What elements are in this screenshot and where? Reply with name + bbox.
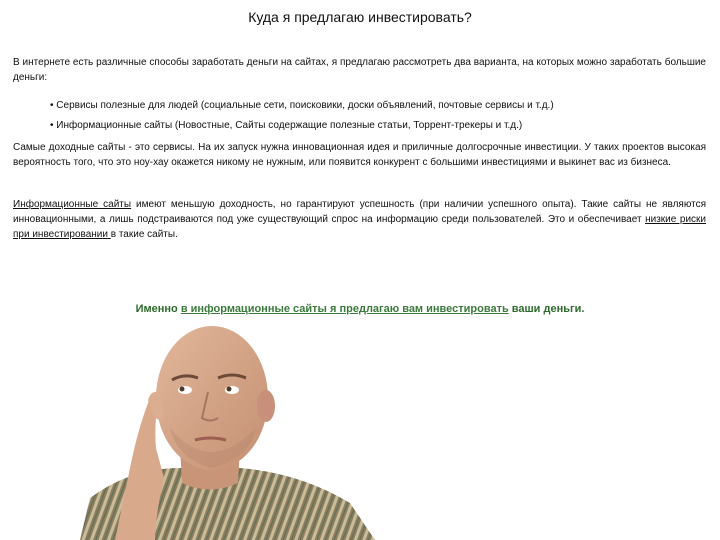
info-sites-term: Информационные сайты xyxy=(13,199,132,210)
list-item xyxy=(50,116,554,136)
callout-pre: Именно xyxy=(135,303,181,315)
thinking-man-photo xyxy=(60,318,400,540)
list-item-lead: Информационные сайты xyxy=(56,120,173,131)
list-item xyxy=(50,96,554,116)
list-item-text: (Новостные, Сайты содержащие полезные статьи, Торрент-трекеры и т.д.) xyxy=(172,120,523,131)
callout-post: ваши деньги. xyxy=(508,303,585,315)
services-paragraph: Самые доходные сайты - это сервисы. На их запуск нужна инновационная идея и приличные долгосрочные инвестиции. У таких проектов высокая вероятность того, что это ноу-хау окажется никому не нужным, или появится конкурент с большими инвестициями и выкинет вас из бизнеса. xyxy=(13,142,706,168)
intro-paragraph: В интернете есть различные способы заработать деньги на сайтах, я предлагаю рассмотреть два варианта, на которых можно заработать большие деньги: xyxy=(13,57,706,83)
info-sites-paragraph xyxy=(13,197,706,242)
callout-text xyxy=(0,303,720,315)
info-sites-body: имеют меньшую доходность, но гарантируют успешность (при наличии успешного опыта). Такие сайты не являются инновационными, а лишь подстраиваются под уже существующий спрос на информацию среди пользователей. Это и обеспечивает xyxy=(13,199,706,225)
list-item-lead: Сервисы xyxy=(56,100,98,111)
page-title: Куда я предлагаю инвестировать? xyxy=(248,9,472,25)
options-list xyxy=(50,96,554,136)
low-risk-phrase: низкие риски при инвестировании xyxy=(13,214,707,240)
bullet: • xyxy=(50,120,54,131)
info-sites-end: в такие сайты. xyxy=(110,229,178,240)
list-item-text: полезные для людей (социальные сети, поисковики, доски объявлений, почтовые сервисы и т.д.) xyxy=(97,100,554,111)
callout-underlined: в информационные сайты я предлагаю вам инвестировать xyxy=(180,303,509,315)
bullet: • xyxy=(50,100,54,111)
